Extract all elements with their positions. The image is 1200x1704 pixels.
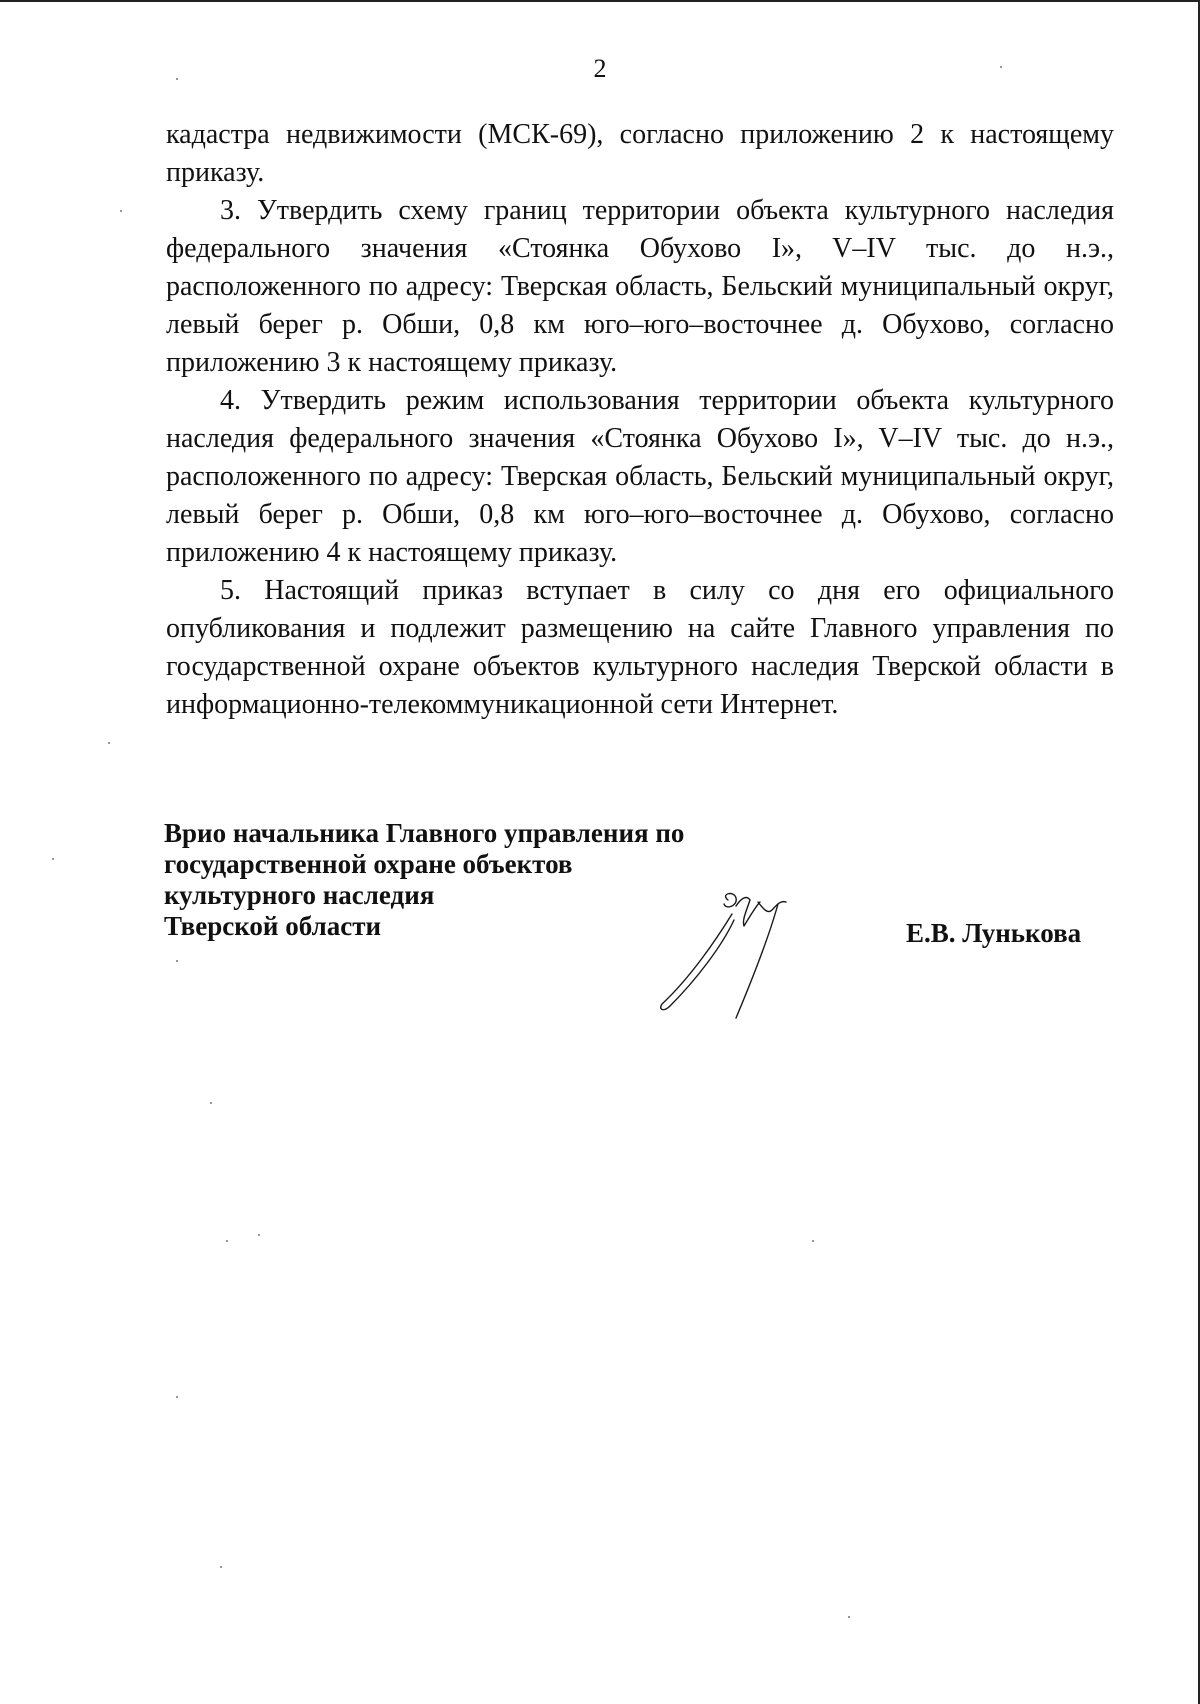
scan-speck <box>1000 66 1002 68</box>
scan-speck <box>120 210 122 212</box>
paragraph-continuation: кадастра недвижимости (МСК-69), согласно приложению 2 к настоящему приказу. <box>166 119 1114 188</box>
scan-speck <box>176 1396 178 1398</box>
signer-position-line: государственной охране объектов <box>164 849 573 879</box>
signer-name: Е.В. Лунькова <box>906 918 1082 948</box>
scan-speck <box>52 858 54 860</box>
signer-position-line: Тверской области <box>164 911 382 941</box>
scan-speck <box>812 1240 814 1242</box>
paragraph-item-3: 3. Утвердить схему границ территории объекта культурного наследия федерального значения «Стоянка Обухово I», V–IV тыс. до н.э., расположенного по адресу: Тверская область, Бельский муниципальный округ, левый берег р. Обши, 0,8 км юго–юго–восточнее д. Обухово, согласно приложению 3 к настоящему приказу. <box>166 195 1114 378</box>
page-border-top <box>0 0 1200 2</box>
signer-position-line: культурного наследия <box>164 880 435 910</box>
signer-position-line: Врио начальника Главного управления по <box>164 818 685 848</box>
scan-speck <box>220 1566 222 1568</box>
scan-speck <box>226 1240 228 1242</box>
scan-speck <box>176 78 178 80</box>
scan-speck <box>210 1102 212 1104</box>
paragraph-item-4: 4. Утвердить режим использования территории объекта культурного наследия федерального значения «Стоянка Обухово I», V–IV тыс. до н.э., расположенного по адресу: Тверская область, Бельский муниципальный округ, левый берег р. Обши, 0,8 км юго–юго–восточнее д. Обухово, согласно приложению 4 к настоящему приказу. <box>166 385 1114 568</box>
paragraph-item-5: 5. Настоящий приказ вступает в силу со дня его официального опубликования и подлежит размещению на сайте Главного управления по государственной охране объектов культурного наследия Тверской области в информационно-телекоммуникационной сети Интернет. <box>166 575 1114 720</box>
scan-speck <box>176 960 178 962</box>
scan-speck <box>108 742 110 744</box>
signer-position <box>164 818 724 942</box>
scan-speck <box>848 1616 850 1618</box>
scan-speck <box>258 1234 260 1236</box>
handwritten-signature <box>650 870 820 1030</box>
document-body <box>166 116 1114 724</box>
page-number: 2 <box>593 54 607 83</box>
